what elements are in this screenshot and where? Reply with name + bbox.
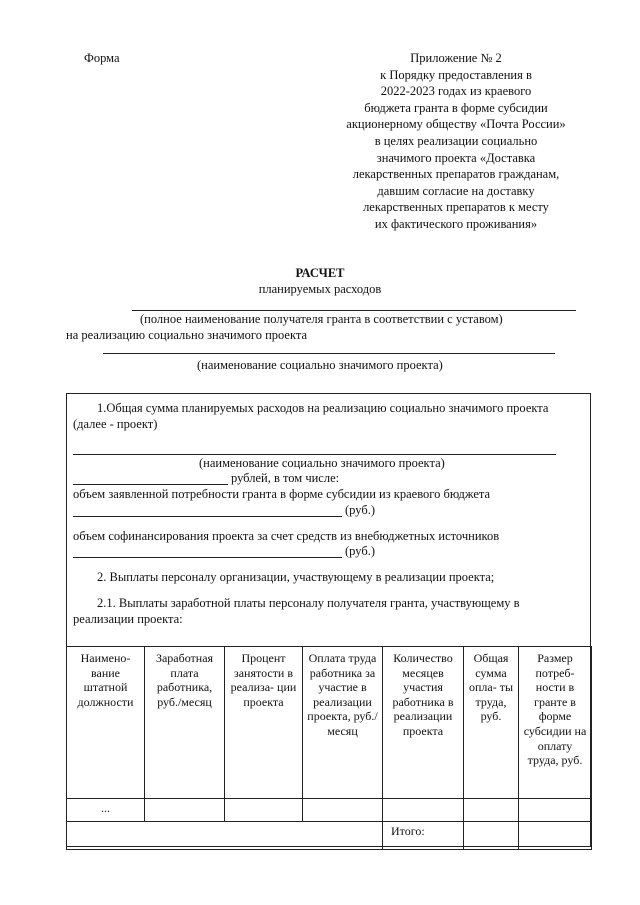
item21-text: 2.1. Выплаты заработной платы персоналу получателя гранта, участвующему в	[97, 596, 520, 610]
table-cell[interactable]	[519, 799, 592, 822]
rubles-text: рублей, в том числе:	[231, 471, 340, 485]
table-header-row	[67, 647, 592, 799]
item21-text-cont: реализации проекта:	[73, 612, 183, 626]
annex-line: их фактического проживания»	[374, 216, 538, 231]
annex-line: акционерному обществу «Почта России»	[346, 117, 566, 132]
total-amount-fill-line[interactable]	[73, 484, 228, 485]
grant-demand-fill-line[interactable]	[73, 516, 342, 517]
total-label: Итого:	[383, 822, 464, 850]
item1-text-cont: (далее - проект)	[73, 417, 158, 431]
annex-block	[296, 50, 616, 233]
rub-unit: (руб.)	[345, 544, 375, 558]
table-cell[interactable]	[303, 799, 383, 822]
table-cell[interactable]	[519, 822, 592, 850]
table-cell[interactable]	[464, 822, 519, 850]
table-cell[interactable]	[145, 799, 225, 822]
table-row	[67, 799, 592, 822]
table-cell[interactable]: ...	[67, 799, 145, 822]
annex-line: в целях реализации социально	[374, 133, 538, 148]
col-header-total-pay: Общая сумма опла- ты труда, руб.	[464, 647, 519, 799]
project-fill-line[interactable]	[103, 353, 555, 354]
annex-line: давшим согласие на доставку	[377, 183, 535, 198]
col-header-months: Количество месяцев участия работника в реализации проекта	[383, 647, 464, 799]
annex-line: лекарственных препаратов к месту	[363, 200, 549, 215]
rub-unit: (руб.)	[345, 503, 375, 517]
box-project-caption: (наименование социально значимого проекта)	[199, 456, 445, 470]
annex-line: значимого проекта «Доставка	[376, 150, 536, 165]
purpose-text: на реализацию социально значимого проекта	[66, 328, 308, 342]
annex-line: 2022-2023 годах из краевого	[380, 84, 532, 99]
table-cell[interactable]	[225, 799, 303, 822]
annex-line: лекарственных препаратов гражданам,	[352, 167, 560, 182]
col-header-position: Наимено- вание штатной должности	[67, 647, 145, 799]
recipient-caption: (полное наименование получателя гранта в соответствии с уставом)	[140, 312, 503, 326]
col-header-grant-demand: Размер потреб- ности в гранте в форме субсидии на оплату труда, руб.	[519, 647, 592, 799]
table-cell	[67, 822, 383, 850]
project-caption: (наименование социально значимого проекта)	[197, 358, 443, 372]
item1-text: 1.Общая сумма планируемых расходов на реализацию социально значимого проекта	[97, 401, 549, 415]
annex-line: к Порядку предоставления в	[380, 67, 532, 82]
col-header-project-pay: Оплата труда работника за участие в реализации проекта, руб./месяц	[303, 647, 383, 799]
grant-demand-text: объем заявленной потребности гранта в форме субсидии из краевого бюджета	[73, 487, 491, 501]
item2-text: 2. Выплаты персоналу организации, участвующему в реализации проекта;	[97, 570, 495, 584]
form-label: Форма	[84, 51, 120, 65]
cofinance-text: объем софинансирования проекта за счет средств из внебюджетных источников	[73, 529, 500, 543]
document-title: РАСЧЕТ	[295, 266, 345, 280]
table-cell[interactable]	[464, 799, 519, 822]
salary-table	[66, 646, 592, 850]
table-cell[interactable]	[383, 799, 464, 822]
expense-calculation-box	[66, 393, 591, 847]
cofinance-fill-line[interactable]	[73, 557, 342, 558]
annex-line: бюджета гранта в форме субсидии	[364, 100, 548, 115]
table-total-row	[67, 822, 592, 850]
col-header-employment-percent: Процент занятости в реализа- ции проекта	[225, 647, 303, 799]
annex-line: Приложение № 2	[410, 51, 502, 65]
document-subtitle: планируемых расходов	[258, 282, 382, 296]
col-header-salary: Заработная плата работника, руб./месяц	[145, 647, 225, 799]
